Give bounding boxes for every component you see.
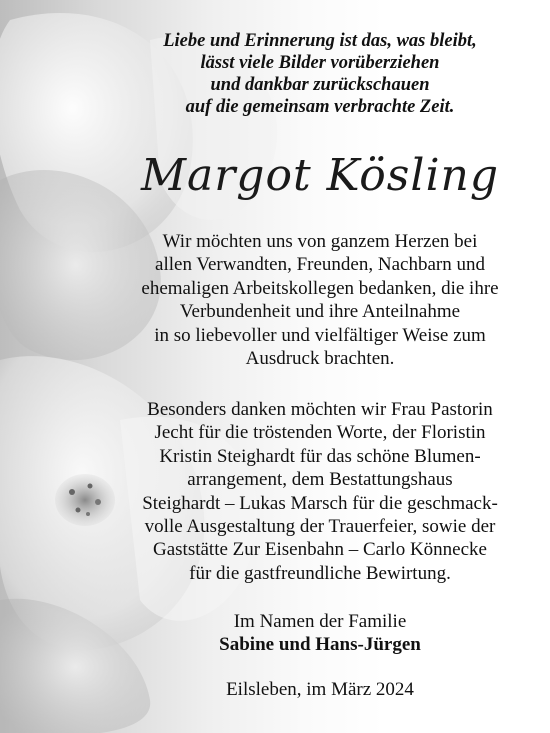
paragraph-line: ehemaligen Arbeitskollegen bedanken, die ihre	[141, 277, 499, 299]
paragraph-line: Gaststätte Zur Eisenbahn – Carlo Könnecke	[153, 539, 487, 561]
special-thanks-paragraph	[100, 398, 540, 585]
paragraph-line: Verbundenheit und ihre Anteilnahme	[179, 301, 461, 323]
motto-line: auf die gemeinsam verbrachte Zeit.	[185, 97, 455, 117]
paragraph-line: arrangement, dem Bestattungshaus	[187, 469, 453, 491]
motto-line: lässt viele Bilder vorüberziehen	[200, 53, 440, 73]
signature-names: Sabine und Hans-Jürgen	[219, 634, 421, 655]
paragraph-line: volle Ausgestaltung der Trauerfeier, sowie der	[144, 516, 496, 538]
paragraph-line: Kristin Steighardt für das schöne Blumen-	[159, 445, 481, 467]
paragraph-line: Jecht für die tröstenden Worte, der Floristin	[154, 422, 486, 444]
paragraph-line: Ausdruck brachten.	[245, 348, 395, 370]
place-date: Eilsleben, im März 2024	[226, 679, 414, 700]
paragraph-line: für die gastfreundliche Bewirtung.	[189, 562, 451, 584]
paragraph-line: in so liebevoller und vielfältiger Weise zum	[154, 324, 486, 346]
motto-line: und dankbar zurückschauen	[210, 75, 430, 95]
paragraph-line: Steighardt – Lukas Marsch für die geschmack-	[142, 492, 498, 514]
deceased-name: Margot Kösling	[140, 150, 500, 201]
paragraph-line: allen Verwandten, Freunden, Nachbarn und	[155, 254, 485, 276]
paragraph-line: Wir möchten uns von ganzem Herzen bei	[162, 231, 478, 252]
signature-intro: Im Namen der Familie	[233, 611, 407, 632]
paragraph-line: Besonders danken möchten wir Frau Pastorin	[147, 399, 493, 420]
thanks-paragraph	[100, 230, 540, 370]
motto-line: Liebe und Erinnerung ist das, was bleibt,	[163, 31, 477, 51]
memorial-motto	[100, 30, 540, 118]
